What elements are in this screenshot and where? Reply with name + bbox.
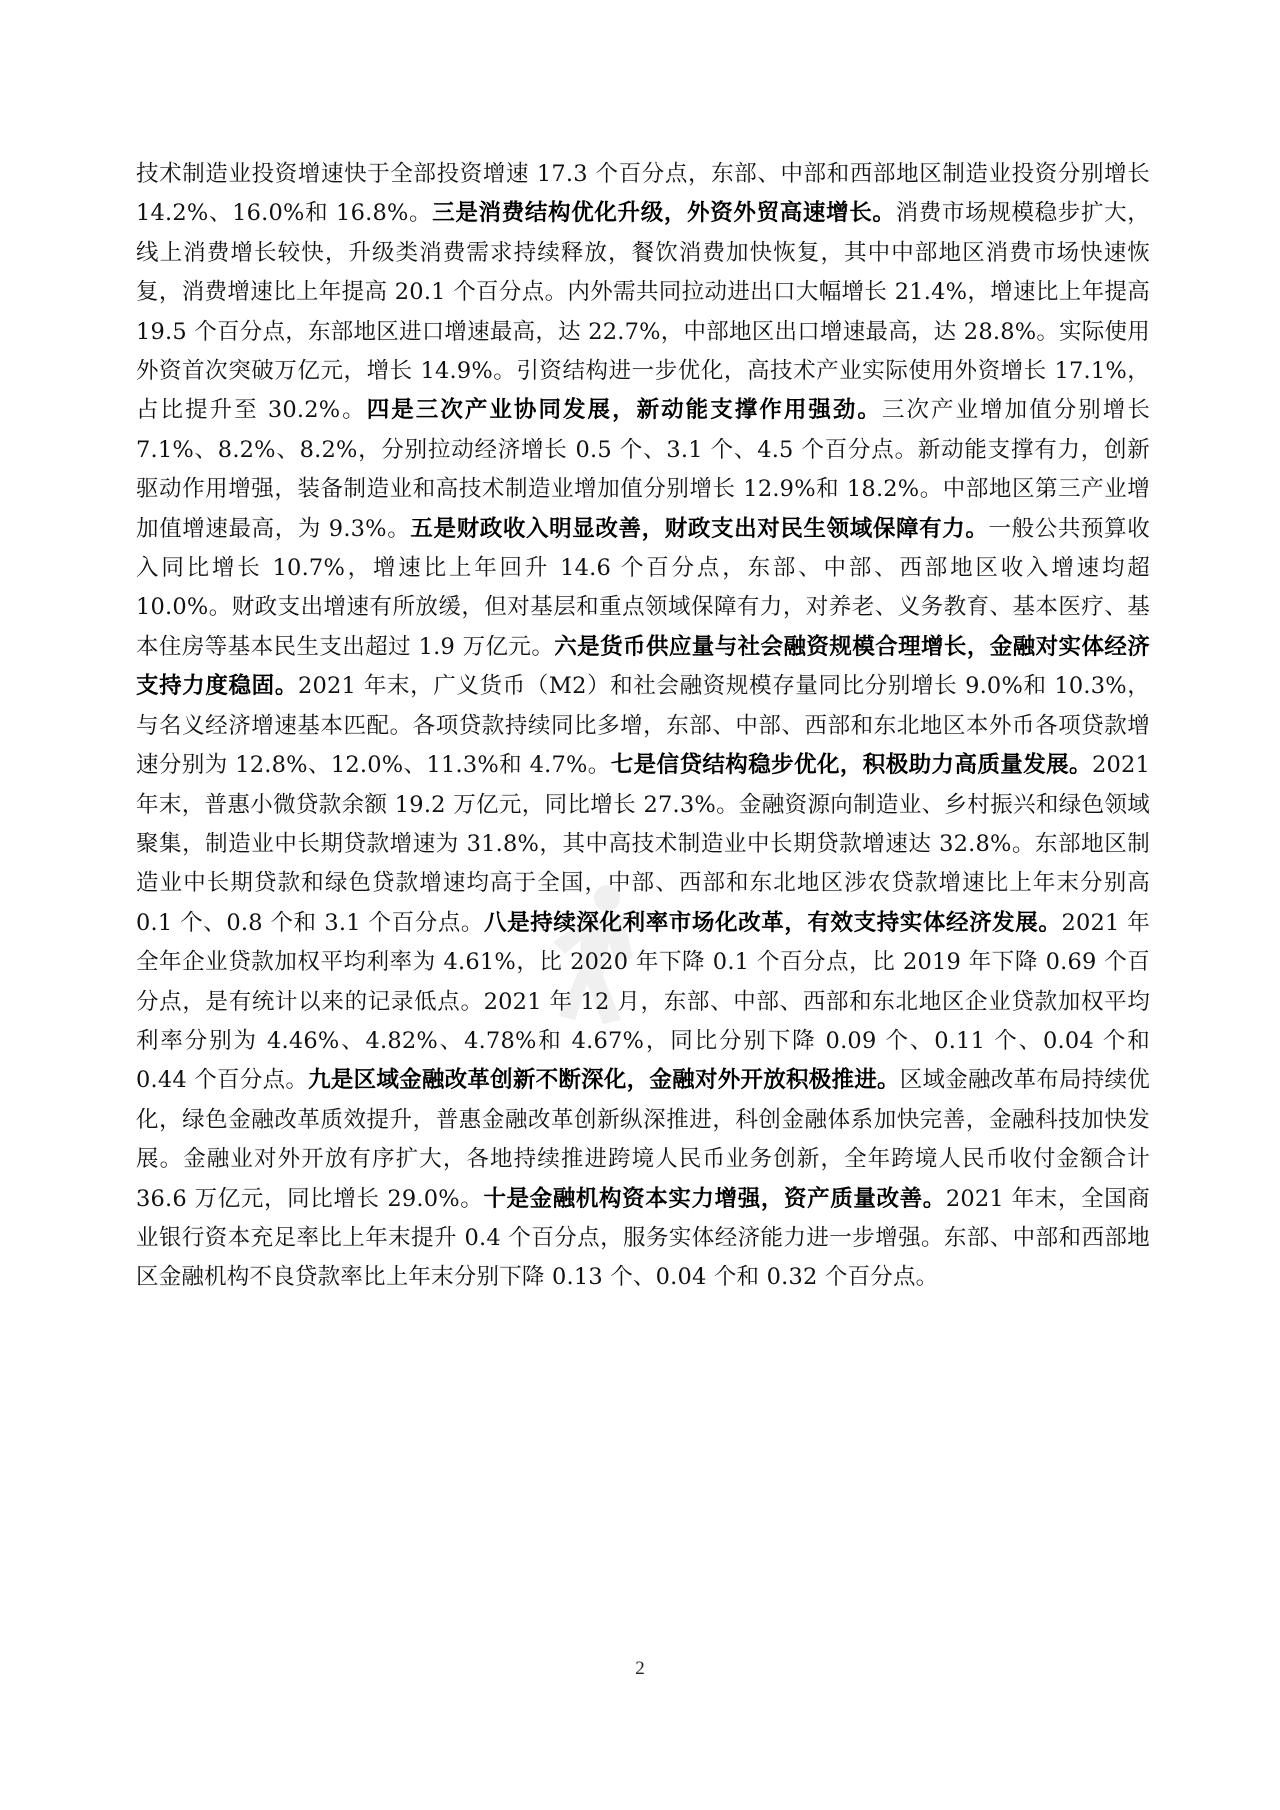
text-segment: 三次产业增加值分别增长 7.1%、8.2%、8.2%，分别拉动经济增长 0.5 个、3.1 个、4.5 个百分点。新动能支撑有力，创新驱动作用增强，装备制造业和高技术制造业增加值分别增长 12.9%和 18.2%。中部地区第三产业增加值增速最高，为 9.3%。	[136, 397, 1151, 542]
text-segment: 区域金融改革布局持续优化，绿色金融改革质效提升，普惠金融改革创新纵深推进，科创金融体系加快完善，金融科技加快发展。金融业对外开放有序扩大，各地持续推进跨境人民币业务创新，全年跨境人民币收付金额合计 36.6 万亿元，同比增长 29.0%。	[136, 1067, 1151, 1212]
text-segment: 消费市场规模稳步扩大，线上消费增长较快，升级类消费需求持续释放，餐饮消费加快恢复，其中中部地区消费市场快速恢复，消费增速比上年提高 20.1 个百分点。内外需共同拉动进出口大幅增长 21.4%，增速比上年提高 19.5 个百分点，东部地区进口增速最高，达 22.7%，中部地区出口增速最高，达 28.8%。实际使用外资首次突破万亿元，增长 14.9%。引资结构进一步优化，高技术产业实际使用外资增长 17.1%，占比提升至 30.2%。	[136, 200, 1150, 424]
bold-heading-segment: 七是信贷结构稳步优化，积极助力高质量发展。	[610, 752, 1092, 779]
text-segment: 技术制造业投资增速快于全部投资增速 17.3 个百分点，东部、中部和西部地区制造业投资分别增长 14.2%、16.0%和 16.8%。	[136, 161, 1150, 227]
text-segment: 2021 年末，全国商业银行资本充足率比上年末提升 0.4 个百分点，服务实体经济能力进一步增强。东部、中部和西部地区金融机构不良贷款率比上年末分别下降 0.13 个、0.04 个和 0.32 个百分点。	[136, 1185, 1150, 1291]
bold-heading-segment: 十是金融机构资本实力增强，资产质量改善。	[483, 1185, 946, 1212]
bold-heading-segment: 五是财政收入明显改善，财政支出对民生领域保障有力。	[410, 515, 989, 542]
bold-heading-segment: 四是三次产业协同发展，新动能支撑作用强劲。	[366, 397, 882, 424]
text-segment: 2021 年末，普惠小微贷款余额 19.2 万亿元，同比增长 27.3%。金融资源向制造业、乡村振兴和绿色领域聚集，制造业中长期贷款增速为 31.8%，其中高技术制造业中长期贷款增速达 32.8%。东部地区制造业中长期贷款和绿色贷款增速均高于全国，中部、西部和东北地区涉农贷款增速比上年末分别高 0.1 个、0.8 个和 3.1 个百分点。	[136, 752, 1151, 936]
page-number: 2	[635, 1658, 645, 1679]
text-segment: 2021 年全年企业贷款加权平均利率为 4.61%，比 2020 年下降 0.1 个百分点，比 2019 年下降 0.69 个百分点，是有统计以来的记录低点。2021 年 12 月，东部、中部、西部和东北地区企业贷款加权平均利率分别为 4.46%、4.82%、4.78%和 4.67%，同比分别下降 0.09 个、0.11 个、0.04 个和 0.44 个百分点。	[136, 909, 1150, 1094]
bold-heading-segment: 六是货币供应量与社会融资规模合理增长，金融对实体经济支持力度稳固。	[136, 633, 1150, 700]
body-paragraph	[136, 155, 1150, 1298]
text-segment: 一般公共预算收入同比增长 10.7%，增速比上年回升 14.6 个百分点，东部、中部、西部地区收入增速均超 10.0%。财政支出增速有所放缓，但对基层和重点领域保障有力，对养老、义务教育、基本医疗、基本住房等基本民生支出超过 1.9 万亿元。	[136, 515, 1150, 660]
bold-heading-segment: 八是持续深化利率市场化改革，有效支持实体经济发展。	[484, 909, 1062, 936]
bold-heading-segment: 三是消费结构优化升级，外资外贸高速增长。	[432, 200, 896, 227]
bold-heading-segment: 九是区域金融改革创新不断深化，金融对外开放积极推进。	[308, 1067, 900, 1094]
text-segment: 2021 年末，广义货币（M2）和社会融资规模存量同比分别增长 9.0%和 10.3%，与名义经济增速基本匹配。各项贷款持续同比多增，东部、中部、西部和东北地区本外币各项贷款增速分别为 12.8%、12.0%、11.3%和 4.7%。	[136, 673, 1151, 779]
